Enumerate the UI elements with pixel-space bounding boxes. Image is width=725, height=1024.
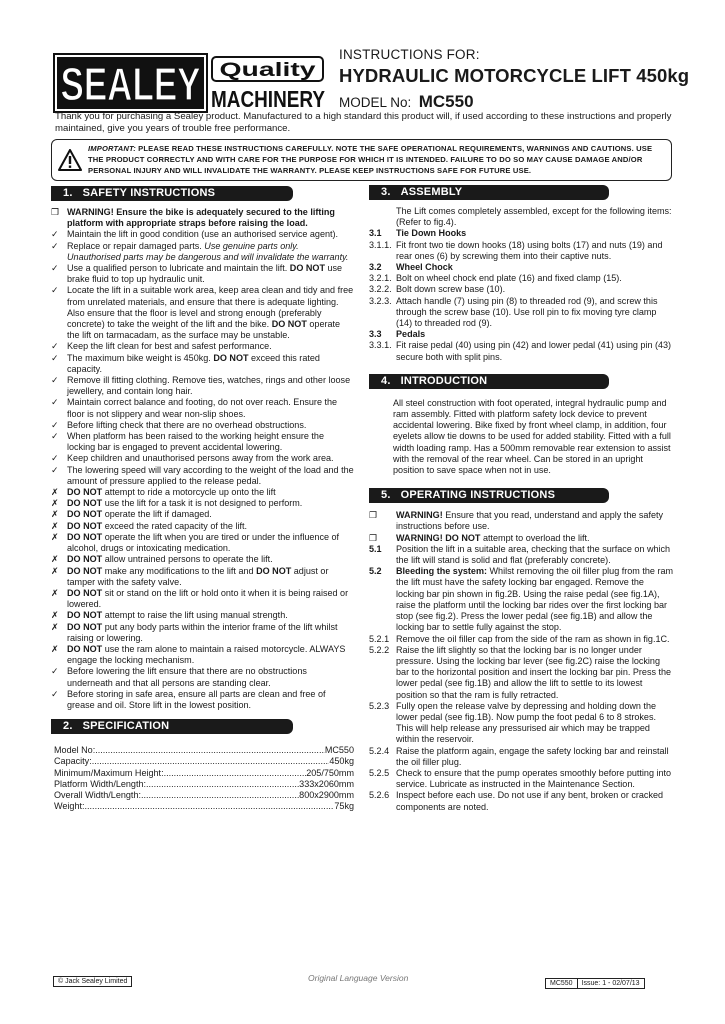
- safety-item-emphasis: DO NOT: [67, 621, 103, 632]
- safety-item-text: Before storing in safe area, ensure all parts are clean and free of grease and oil. Store lift in the lowest position.: [67, 688, 326, 710]
- safety-item: [51, 689, 354, 711]
- specification-table: [51, 745, 354, 812]
- step-text: Raise the lift slightly so that the locking bar is no longer under pressure. Using the locking bar lever (see fig.2C) raise the locking bar to the horizontal position and insert the locking bar pin. Press the lower pedal (see fig.1B) and allow the lift to settle to its lowest position so that the ram is fully retracted.: [396, 644, 672, 700]
- operating-step: [369, 768, 674, 790]
- check-icon: ✓: [51, 431, 59, 442]
- cross-icon: ✗: [51, 520, 59, 531]
- section-title: SPECIFICATION: [82, 720, 170, 733]
- check-icon: ✓: [51, 341, 59, 352]
- safety-item-emphasis: DO NOT: [256, 565, 292, 576]
- important-notice-box: [51, 139, 672, 181]
- spec-leader: [141, 790, 299, 801]
- safety-item-emphasis: DO NOT: [67, 509, 103, 520]
- safety-item-text: adjust or tamper with the safety valve.: [67, 565, 329, 587]
- safety-item-emphasis: DO NOT: [67, 643, 103, 654]
- checkbox-icon: ❐: [369, 532, 378, 543]
- checkbox-icon: ❐: [51, 207, 60, 217]
- safety-item: [51, 420, 354, 431]
- footer-issue: Issue: 1 - 02/07/13: [578, 978, 645, 989]
- safety-item: [51, 498, 354, 509]
- cross-icon: ✗: [51, 554, 59, 565]
- safety-item-text: Before lifting check that there are no overhead obstructions.: [67, 419, 307, 430]
- operating-warning-lead: WARNING! DO NOT: [396, 532, 481, 543]
- section-number: 5.: [381, 489, 391, 502]
- step-number: 3.1.1.: [369, 239, 392, 250]
- safety-item-emphasis: DO NOT: [271, 319, 307, 330]
- spec-value: 205/750mm: [306, 767, 354, 778]
- safety-item-text: use the ram alone to maintain a raised motorcycle. ALWAYS engage the locking mechanism.: [67, 643, 346, 666]
- check-icon: ✓: [51, 666, 59, 677]
- safety-item: [51, 453, 354, 464]
- cross-icon: ✗: [51, 565, 59, 576]
- operating-step: [369, 566, 674, 633]
- operating-step: [369, 634, 674, 645]
- quality-logo-text: Quality: [219, 60, 317, 81]
- safety-item: [51, 622, 354, 644]
- step-text: Remove the oil filler cap from the side of the ram as shown in fig.1C.: [396, 633, 670, 644]
- step-number: 3.1: [369, 228, 382, 239]
- assembly-intro: The Lift comes completely assembled, except for the following items: (Refer to fig.4).: [396, 206, 672, 228]
- step-number: 5.2.4: [369, 745, 390, 756]
- safety-item: [51, 375, 354, 397]
- check-icon: ✓: [51, 375, 59, 386]
- cross-icon: ✗: [51, 643, 59, 654]
- cross-icon: ✗: [51, 531, 59, 542]
- left-column: [51, 186, 354, 812]
- spec-label: Capacity:: [54, 756, 92, 767]
- operating-warning: [369, 510, 674, 532]
- section-heading-introduction: [369, 374, 609, 389]
- step-number: 5.2.5: [369, 767, 390, 778]
- assembly-subheading: [369, 228, 674, 239]
- operating-step: [369, 790, 674, 812]
- safety-item-text: Use a qualified person to lubricate and maintain the lift.: [67, 263, 290, 274]
- step-text: Tie Down Hooks: [396, 228, 467, 239]
- safety-warning-text: WARNING! Ensure the bike is adequately secured to the lifting platform with appropriate straps before raising the load.: [67, 207, 335, 229]
- step-text: Inspect before each use. Do not use if any bent, broken or cracked components are noted.: [396, 790, 664, 812]
- spec-row: [54, 756, 354, 767]
- safety-item-text: use brake fluid to top up hydraulic unit.: [67, 263, 343, 285]
- check-icon: ✓: [51, 464, 59, 475]
- step-number: 5.2: [369, 566, 382, 577]
- safety-item: [51, 532, 354, 554]
- step-text: Fully open the release valve by depressing and holding down the lower pedal (see fig.1B). Now pump the foot pedal 6 to 8 strokes. This will help release any pressurised air which may be trapped within the reservoir.: [396, 700, 657, 745]
- step-emphasis: Bleeding the system:: [396, 566, 487, 577]
- safety-item: [51, 431, 354, 453]
- assembly-subheading: [369, 262, 674, 273]
- spec-leader: [92, 756, 330, 767]
- operating-step: [369, 645, 674, 701]
- important-lead: IMPORTANT:: [88, 144, 136, 153]
- spec-value: 333x2060mm: [299, 778, 354, 789]
- safety-item: [51, 487, 354, 498]
- check-icon: ✓: [51, 229, 59, 240]
- safety-item-emphasis: DO NOT: [67, 554, 103, 565]
- safety-item-text: exceed this rated capacity.: [67, 352, 320, 374]
- operating-steps: [369, 544, 674, 813]
- safety-item: [51, 353, 354, 375]
- step-text: Whilst removing the oil filler plug from the ram the lift must have the safety locking bar engaged. Remove the locking bar pin shown in fig.2B. Using the raise pedal (see fig.1A), raise the platform until the locking bar rides over the first locking bar stop (see fig.2). Press the lower pedal (see fig.1B) and allow the locking bar to settle fully against the stop.: [396, 566, 674, 633]
- spec-value: 450kg: [329, 756, 354, 767]
- introduction-text: All steel construction with foot operated, integral hydraulic pump and ram assembly. Fitted with platform safety lock device to prevent accidental lowering. Bike fixed by front wheel clamp, in addition, four eyelets allow tie downs to be used for added stability. Fitted with a full width loading ramp. Has a 500mm removable rear extension to assist with the removal of the rear wheel. Can be stored in an upright position to save space when not in use.: [393, 397, 671, 476]
- operating-warning: [369, 533, 674, 544]
- safety-item: [51, 229, 354, 240]
- operating-step: [369, 544, 674, 566]
- safety-item-italic: Use genuine parts only. Unauthorised parts may be dangerous and will invalidate the warranty.: [67, 240, 349, 262]
- safety-item-emphasis: DO NOT: [67, 531, 103, 542]
- safety-item: [51, 588, 354, 610]
- step-text: Position the lift in a suitable area, checking that the surface on which the lift will stand is solid and flat (preferably concrete).: [396, 543, 671, 566]
- safety-item-text: make any modifications to the lift and: [102, 565, 257, 576]
- section-title: OPERATING INSTRUCTIONS: [400, 489, 556, 502]
- safety-item-text: Remove ill fitting clothing. Remove ties, watches, rings and other loose jewellery, and contain long hair.: [67, 375, 351, 397]
- safety-item-text: attempt to ride a motorcycle up onto the lift: [102, 487, 276, 498]
- section-heading-safety: [51, 186, 293, 201]
- step-text: Bolt down screw base (10).: [396, 284, 506, 295]
- spec-row: [54, 745, 354, 756]
- section-title: SAFETY INSTRUCTIONS: [82, 187, 216, 199]
- step-text: Wheel Chock: [396, 262, 453, 273]
- check-icon: ✓: [51, 688, 59, 699]
- safety-item-text: put any body parts within the interior frame of the lift whilst raising or lowering.: [67, 621, 338, 643]
- check-icon: ✓: [51, 285, 59, 296]
- spec-value: 75kg: [334, 801, 354, 812]
- footer-original-language: Original Language Version: [308, 973, 409, 983]
- safety-item: [51, 521, 354, 532]
- quality-logo: [211, 56, 324, 82]
- safety-item: [51, 465, 354, 487]
- safety-item-emphasis: DO NOT: [289, 263, 325, 274]
- safety-item-emphasis: DO NOT: [67, 520, 103, 531]
- step-number: 3.2.2.: [369, 284, 392, 295]
- spec-leader: [85, 801, 335, 812]
- assembly-step: [369, 273, 674, 284]
- check-icon: ✓: [51, 263, 59, 274]
- sealey-logo-text: SEALEY: [60, 58, 201, 110]
- assembly-step: [369, 284, 674, 295]
- machinery-logo: [209, 86, 327, 110]
- section-number: 1.: [63, 187, 73, 199]
- footer-copyright: © Jack Sealey Limited: [53, 976, 132, 987]
- step-number: 3.2.3.: [369, 295, 392, 306]
- assembly-step: [369, 296, 674, 330]
- safety-item: [51, 566, 354, 588]
- spec-row: [54, 779, 354, 790]
- step-text: Fit raise pedal (40) using pin (42) and lower pedal (41) using pin (43) secure both with split pins.: [396, 340, 672, 362]
- spec-value: MC550: [324, 745, 354, 756]
- intro-paragraph: Thank you for purchasing a Sealey product. Manufactured to a high standard this product will, if used according to these instructions and properly maintained, give you years of trouble free performance.: [55, 111, 672, 134]
- important-body: PLEASE READ THESE INSTRUCTIONS CAREFULLY. NOTE THE SAFE OPERATIONAL REQUIREMENTS, WARNINGS AND CAUTIONS. USE THE PRODUCT CORRECTLY AND WITH CARE FOR THE PURPOSE FOR WHICH IT IS INTENDED. FAILURE TO DO SO MAY CAUSE DAMAGE AND/OR PERSONAL INJURY AND WILL INVALIDATE THE WARRANTY. PLEASE KEEP INSTRUCTIONS SAFE FOR FUTURE USE.: [88, 144, 653, 175]
- safety-item: [51, 341, 354, 352]
- warning-triangle-icon: [58, 149, 82, 171]
- safety-item-emphasis: DO NOT: [67, 610, 103, 621]
- spec-row: [54, 801, 354, 812]
- footer-model: MC550: [545, 978, 578, 989]
- check-icon: ✓: [51, 453, 59, 464]
- safety-item-text: When platform has been raised to the working height ensure the locking bar is engaged to prevent accidental lowering.: [67, 431, 324, 453]
- safety-item-text: sit or stand on the lift or hold onto it when it is being raised or lowered.: [67, 587, 349, 610]
- safety-item-text: Maintain the lift in good condition (use an authorised service agent).: [67, 229, 339, 240]
- safety-item-text: exceed the rated capacity of the lift.: [102, 520, 248, 531]
- safety-item-text: Keep the lift clean for best and safest performance.: [67, 341, 272, 352]
- assembly-step: [369, 340, 674, 362]
- operating-warning-text: attempt to overload the lift.: [480, 532, 590, 543]
- safety-item-text: operate the lift on tarmacadam, as the surface may be unstable.: [67, 319, 341, 341]
- cross-icon: ✗: [51, 498, 59, 509]
- cross-icon: ✗: [51, 587, 59, 598]
- spec-leader: [146, 779, 299, 790]
- safety-item-emphasis: DO NOT: [67, 498, 103, 509]
- step-number: 5.2.6: [369, 790, 390, 801]
- safety-item-emphasis: DO NOT: [213, 352, 249, 363]
- safety-item-text: operate the lift if damaged.: [102, 509, 212, 520]
- assembly-step: [369, 240, 674, 262]
- spec-value: 800x2900mm: [299, 789, 354, 800]
- safety-item: [51, 263, 354, 285]
- operating-step: [369, 746, 674, 768]
- step-number: 3.2.1.: [369, 273, 392, 284]
- safety-item-emphasis: DO NOT: [67, 565, 103, 576]
- right-column: [369, 185, 674, 813]
- safety-item-emphasis: DO NOT: [67, 587, 103, 598]
- machinery-logo-text: MACHINERY: [211, 86, 325, 110]
- step-text: Attach handle (7) using pin (8) to threaded rod (9), and screw this through the screw base (10). Use roll pin to fix moving tyre clamp (14) to threaded rod (9).: [396, 295, 658, 329]
- safety-item-text: The lowering speed will vary according to the weight of the load and the amount of pressure applied to the release pedal.: [67, 464, 354, 486]
- check-icon: ✓: [51, 352, 59, 363]
- check-icon: ✓: [51, 240, 59, 251]
- step-text: Bolt on wheel chock end plate (16) and fixed clamp (15).: [396, 273, 622, 284]
- step-number: 5.2.2: [369, 644, 390, 655]
- safety-item: [51, 610, 354, 621]
- safety-item: [51, 644, 354, 666]
- step-number: 3.3.1.: [369, 340, 392, 351]
- step-number: 3.2: [369, 262, 382, 273]
- spec-label: Minimum/Maximum Height:: [54, 767, 164, 778]
- safety-item-text: Maintain correct balance and footing, do not over reach. Ensure the floor is not slippery and wear non-slip shoes.: [67, 397, 338, 419]
- safety-item: [51, 241, 354, 263]
- safety-item-text: Locate the lift in a suitable work area, keep area clean and tidy and free from unrelated materials, and ensure that there is adequate lighting. Also ensure that the floor is level and strong enough (preferably concrete) to take the weight of the lift and the bike.: [67, 285, 354, 330]
- step-number: 5.1: [369, 543, 382, 554]
- spec-leader: [95, 745, 325, 756]
- spec-row: [54, 768, 354, 779]
- section-heading-operating: [369, 488, 609, 503]
- assembly-steps: [369, 228, 674, 362]
- safety-item-text: Replace or repair damaged parts.: [67, 240, 205, 251]
- spec-label: Weight:: [54, 801, 85, 812]
- safety-item-text: use the lift for a task it is not designed to perform.: [102, 498, 303, 509]
- section-number: 2.: [63, 720, 73, 733]
- section-number: 4.: [381, 374, 391, 387]
- spec-label: Platform Width/Length:: [54, 778, 147, 789]
- safety-list: [51, 229, 354, 711]
- safety-item-text: operate the lift when you are tired or under the influence of alcohol, drugs or intoxicating medication.: [67, 531, 340, 554]
- cross-icon: ✗: [51, 621, 59, 632]
- safety-item-text: attempt to raise the lift using manual strength.: [102, 610, 288, 621]
- operating-warning-text: Ensure that you read, understand and apply the safety instructions before use.: [396, 510, 664, 532]
- operating-step: [369, 701, 674, 746]
- cross-icon: ✗: [51, 509, 59, 520]
- safety-item-text: The maximum bike weight is 450kg.: [67, 352, 214, 363]
- step-text: Check to ensure that the pump operates smoothly before putting into service. Lubricate as instructed in the Maintenance Section.: [396, 767, 672, 790]
- step-text: Pedals: [396, 329, 426, 340]
- safety-item: [51, 397, 354, 419]
- model-line: [339, 92, 474, 112]
- section-title: ASSEMBLY: [400, 186, 463, 198]
- step-text: Fit front two tie down hooks (18) using bolts (17) and nuts (19) and rear ones (6) by screwing them into their captive nuts.: [396, 239, 663, 261]
- safety-item-emphasis: DO NOT: [67, 487, 103, 498]
- model-label: MODEL No:: [339, 95, 412, 110]
- safety-item-text: allow untrained persons to operate the lift.: [102, 554, 273, 565]
- safety-item: [51, 509, 354, 520]
- step-number: 5.2.3: [369, 700, 390, 711]
- check-icon: ✓: [51, 419, 59, 430]
- safety-item: [51, 285, 354, 341]
- safety-warning: [51, 207, 354, 229]
- step-number: 3.3: [369, 329, 382, 340]
- step-number: 5.2.1: [369, 633, 390, 644]
- safety-item: [51, 666, 354, 688]
- operating-warnings: [369, 510, 674, 544]
- sealey-logo: [53, 53, 208, 113]
- safety-item-text: Before lowering the lift ensure that there are no obstructions underneath and that all persons are standing clear.: [67, 666, 307, 688]
- safety-item-text: Keep children and unauthorised persons away from the work area.: [67, 453, 334, 464]
- spec-leader: [164, 768, 307, 779]
- section-heading-specification: [51, 719, 293, 734]
- cross-icon: ✗: [51, 487, 59, 498]
- step-text: Raise the platform again, engage the safety locking bar and reinstall the oil filler plug.: [396, 745, 669, 767]
- section-title: INTRODUCTION: [400, 374, 488, 387]
- spec-row: [54, 790, 354, 801]
- safety-item: [51, 554, 354, 565]
- footer-model-issue: [545, 978, 645, 989]
- check-icon: ✓: [51, 397, 59, 408]
- instructions-for-label: INSTRUCTIONS FOR:: [339, 47, 480, 62]
- model-number: MC550: [418, 92, 474, 111]
- section-heading-assembly: [369, 185, 609, 200]
- document-title: HYDRAULIC MOTORCYCLE LIFT 450kg: [339, 65, 690, 86]
- cross-icon: ✗: [51, 610, 59, 621]
- checkbox-icon: ❐: [369, 510, 378, 521]
- operating-warning-lead: WARNING!: [396, 510, 443, 521]
- important-notice-text: [88, 144, 668, 176]
- assembly-subheading: [369, 329, 674, 340]
- spec-label: Overall Width/Length:: [54, 789, 141, 800]
- section-number: 3.: [381, 186, 391, 198]
- spec-label: Model No:: [54, 745, 96, 756]
